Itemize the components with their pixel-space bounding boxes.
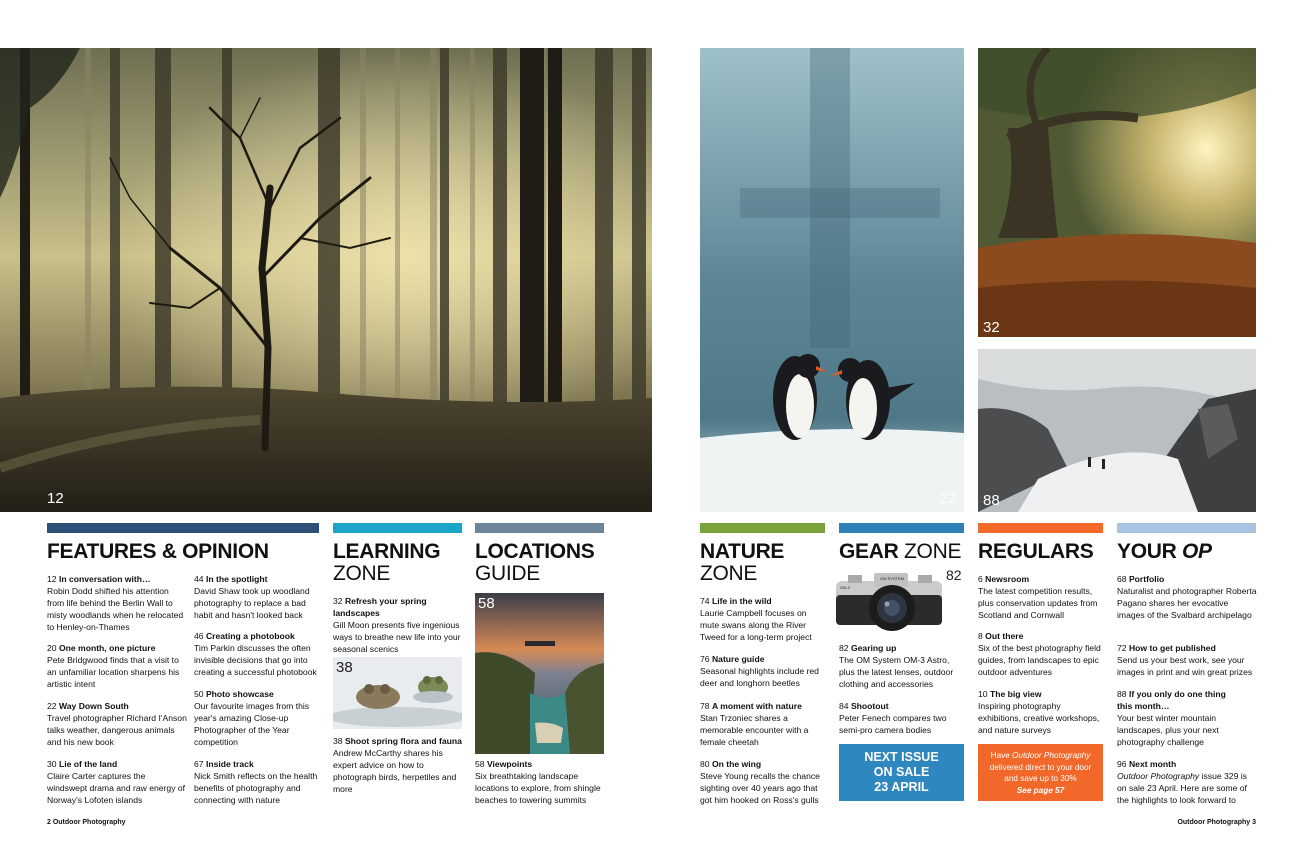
forest-photo [0, 48, 652, 512]
entry-text: Our favourite images from this year's amazing Close-up Photographer of the Year competition [194, 701, 310, 747]
gear-subtitle: ZONE [904, 540, 962, 563]
entry-text: Andrew McCarthy shares his expert advice on how to photograph birds, herpetiles and more [333, 748, 457, 794]
learning-entry-38[interactable] [333, 735, 463, 795]
feature-entry-67[interactable] [194, 758, 320, 806]
coast-page-number: 58 [478, 595, 495, 612]
entry-number: 88 [1117, 689, 1127, 699]
learning-heading [333, 541, 440, 585]
entry-number: 44 [194, 574, 204, 584]
entry-title: Gearing up [850, 643, 897, 653]
entry-title: Newsroom [985, 574, 1030, 584]
learning-title: LEARNING [333, 540, 441, 563]
entry-text: The OM System OM-3 Astro, plus the latest lenses, outdoor clothing and accessories [839, 655, 954, 689]
entry-number: 67 [194, 759, 204, 769]
entry-text: Naturalist and photographer Roberta Pagano shares her evocative images of the Svalbard archipelago [1117, 586, 1257, 620]
feature-entry-20[interactable] [47, 642, 187, 690]
camera-brand-label: OM SYSTEM [880, 576, 905, 581]
entry-number: 78 [700, 701, 710, 711]
entry-title: Lie of the land [58, 759, 118, 769]
entry-title: Out there [985, 631, 1024, 641]
camera-model-label: OM-3 [840, 585, 850, 590]
next-issue-box[interactable] [839, 744, 964, 801]
entry-text: Steve Young recalls the chance sighting over 40 years ago that got him hooked on Ross's gulls [700, 771, 820, 805]
entry-number: 30 [47, 759, 57, 769]
entry-text: Tim Parkin discusses the often invisible decisions that go into creating a successful photobook [194, 643, 317, 677]
next-issue-line-3: 23 APRIL [874, 780, 929, 794]
entry-number: 84 [839, 701, 849, 711]
your-op-heading [1117, 541, 1212, 563]
regulars-entry-6[interactable] [978, 573, 1104, 621]
entry-title: Nature guide [711, 654, 765, 664]
entry-number: 76 [700, 654, 710, 664]
camera-photo [834, 567, 964, 639]
entry-title: How to get published [1128, 643, 1216, 653]
entry-text: Inspiring photography exhibitions, creative workshops, and nature surveys [978, 701, 1100, 735]
entry-number: 8 [978, 631, 983, 641]
your-op-bar [1117, 523, 1256, 533]
entry-text: Seasonal highlights include red deer and longhorn beetles [700, 666, 819, 688]
oak-tree-photo [978, 48, 1256, 337]
feature-entry-50[interactable] [194, 688, 320, 748]
subscribe-see-page[interactable]: See page 57 [1016, 785, 1065, 795]
regulars-title: REGULARS [978, 540, 1094, 563]
entry-title: Next month [1128, 759, 1177, 769]
entry-number: 32 [333, 596, 343, 606]
locations-subtitle: GUIDE [475, 562, 541, 585]
next-issue-line-2: ON SALE [873, 765, 930, 779]
feature-entry-12[interactable] [47, 573, 187, 633]
entry-text: Peter Fenech compares two semi-pro camera bodies [839, 713, 947, 735]
entry-title: Shootout [850, 701, 889, 711]
gear-heading [839, 541, 961, 563]
entry-title: Shoot spring flora and fauna [344, 736, 462, 746]
nature-subtitle: ZONE [700, 562, 758, 585]
nature-heading [700, 541, 784, 585]
entry-text: Travel photographer Richard I'Anson talks weather, dangerous animals and his new book [47, 713, 187, 747]
entry-text: The latest competition results, plus conservation updates from Scotland and Cornwall [978, 586, 1098, 620]
your-op-entry-72[interactable] [1117, 642, 1257, 678]
nature-entry-74[interactable] [700, 595, 825, 643]
camera-page-number: 82 [946, 567, 962, 583]
entry-text: Robin Dodd shifted his attention from life behind the Berlin Wall to misty woodlands when he relocated to Henley-on-Thames [47, 586, 184, 632]
entry-text: Laurie Campbell focuses on mute swans along the River Tweed for a long-term project [700, 608, 812, 642]
entry-number: 10 [978, 689, 988, 699]
entry-text: Six of the best photography field guides, from landscapes to epic outdoor adventures [978, 643, 1101, 677]
entry-title: Refresh your spring landscapes [333, 596, 427, 618]
your-op-entry-68[interactable] [1117, 573, 1257, 621]
entry-text: Stan Trzoniec shares a memorable encounter with a female cheetah [700, 713, 809, 747]
features-title: FEATURES & OPINION [47, 540, 269, 563]
learning-bar [333, 523, 462, 533]
your-op-entry-96[interactable] [1117, 758, 1257, 806]
frogs-photo [333, 657, 462, 729]
frogs-page-number: 38 [336, 659, 353, 676]
regulars-heading [978, 541, 1093, 563]
your-op-title: YOUR [1117, 540, 1183, 563]
entry-title: On the wing [711, 759, 762, 769]
locations-entry-58[interactable] [475, 758, 607, 806]
entry-title: Creating a photobook [205, 631, 295, 641]
entry-title: If you only do one thing this month… [1117, 689, 1226, 711]
locations-bar [475, 523, 604, 533]
entry-title: In the spotlight [205, 574, 268, 584]
entry-text: Six breathtaking landscape locations to explore, from shingle beaches to towering summits [475, 771, 601, 805]
nature-title: NATURE [700, 540, 785, 563]
your-op-entry-88[interactable] [1117, 688, 1227, 748]
regulars-entry-8[interactable] [978, 630, 1104, 678]
entry-number: 74 [700, 596, 710, 606]
nature-entry-80[interactable] [700, 758, 825, 806]
entry-text: Your best winter mountain landscapes, plus your next photography challenge [1117, 713, 1219, 747]
entry-title: Inside track [205, 759, 254, 769]
entry-text: issue 329 is on sale 23 April. Here are some of the highlights to look forward to [1117, 771, 1247, 805]
entry-text-italic: Outdoor Photography [1117, 771, 1200, 781]
subscribe-box[interactable] [978, 744, 1103, 801]
entry-number: 38 [333, 736, 343, 746]
next-issue-line-1: NEXT ISSUE [864, 750, 939, 764]
entry-number: 82 [839, 643, 849, 653]
feature-entry-22[interactable] [47, 700, 187, 748]
gear-entry-82[interactable] [839, 642, 965, 690]
learning-entry-32[interactable] [333, 595, 463, 655]
regulars-bar [978, 523, 1103, 533]
your-op-title-italic: OP [1182, 540, 1212, 563]
features-heading [47, 541, 269, 563]
subscribe-magazine: Outdoor Photography [1012, 751, 1091, 760]
entry-text: Nick Smith reflects on the health benefits of photography and connecting with nature [194, 771, 318, 805]
entry-number: 12 [47, 574, 57, 584]
right-folio: Outdoor Photography 3 [1177, 819, 1256, 826]
entry-title: The big view [989, 689, 1042, 699]
locations-title: LOCATIONS [475, 540, 595, 563]
entry-number: 96 [1117, 759, 1127, 769]
feature-entry-46[interactable] [194, 630, 320, 678]
forest-page-number: 12 [47, 490, 64, 507]
learning-subtitle: ZONE [333, 562, 391, 585]
locations-heading [475, 541, 594, 585]
entry-text: Send us your best work, see your images in print and win great prizes [1117, 655, 1253, 677]
feature-entry-30[interactable] [47, 758, 187, 806]
entry-text: Gill Moon presents five ingenious ways to breathe new life into your seasonal scenics [333, 620, 461, 654]
entry-number: 6 [978, 574, 983, 584]
subscribe-pre: Have [990, 751, 1013, 760]
nature-entry-76[interactable] [700, 653, 825, 689]
entry-number: 22 [47, 701, 57, 711]
entry-number: 72 [1117, 643, 1127, 653]
entry-title: Portfolio [1128, 574, 1165, 584]
entry-number: 46 [194, 631, 204, 641]
entry-text: Claire Carter captures the windswept drama and raw energy of Norway's Lofoten islands [47, 771, 186, 805]
entry-number: 68 [1117, 574, 1127, 584]
gear-bar [839, 523, 964, 533]
entry-title: One month, one picture [58, 643, 156, 653]
mountain-photo [978, 349, 1256, 512]
oak-page-number: 32 [983, 319, 1000, 336]
entry-title: Viewpoints [486, 759, 533, 769]
entry-title: Photo showcase [205, 689, 274, 699]
entry-number: 20 [47, 643, 57, 653]
penguins-photo [700, 48, 964, 512]
entry-number: 58 [475, 759, 485, 769]
penguins-page-number: 22 [940, 490, 957, 507]
entry-text: David Shaw took up woodland photography to replace a bad habit and hasn't looked back [194, 586, 310, 620]
nature-entry-78[interactable] [700, 700, 825, 748]
entry-title: Life in the wild [711, 596, 772, 606]
subscribe-post: delivered direct to your door and save up to 30% [989, 762, 1092, 783]
entry-title: A moment with nature [711, 701, 802, 711]
regulars-entry-10[interactable] [978, 688, 1104, 736]
features-bar [47, 523, 319, 533]
left-folio: 2 Outdoor Photography [47, 819, 126, 826]
feature-entry-44[interactable] [194, 573, 320, 621]
entry-title: Way Down South [58, 701, 129, 711]
entry-number: 50 [194, 689, 204, 699]
nature-bar [700, 523, 825, 533]
gear-entry-84[interactable] [839, 700, 965, 736]
entry-text: Pete Bridgwood finds that a visit to an unfamiliar location sharpens his artistic intent [47, 655, 180, 689]
entry-title: In conversation with… [58, 574, 151, 584]
entry-number: 80 [700, 759, 710, 769]
gear-title: GEAR [839, 540, 899, 563]
coast-photo [475, 593, 604, 754]
mountain-page-number: 88 [983, 492, 1000, 509]
